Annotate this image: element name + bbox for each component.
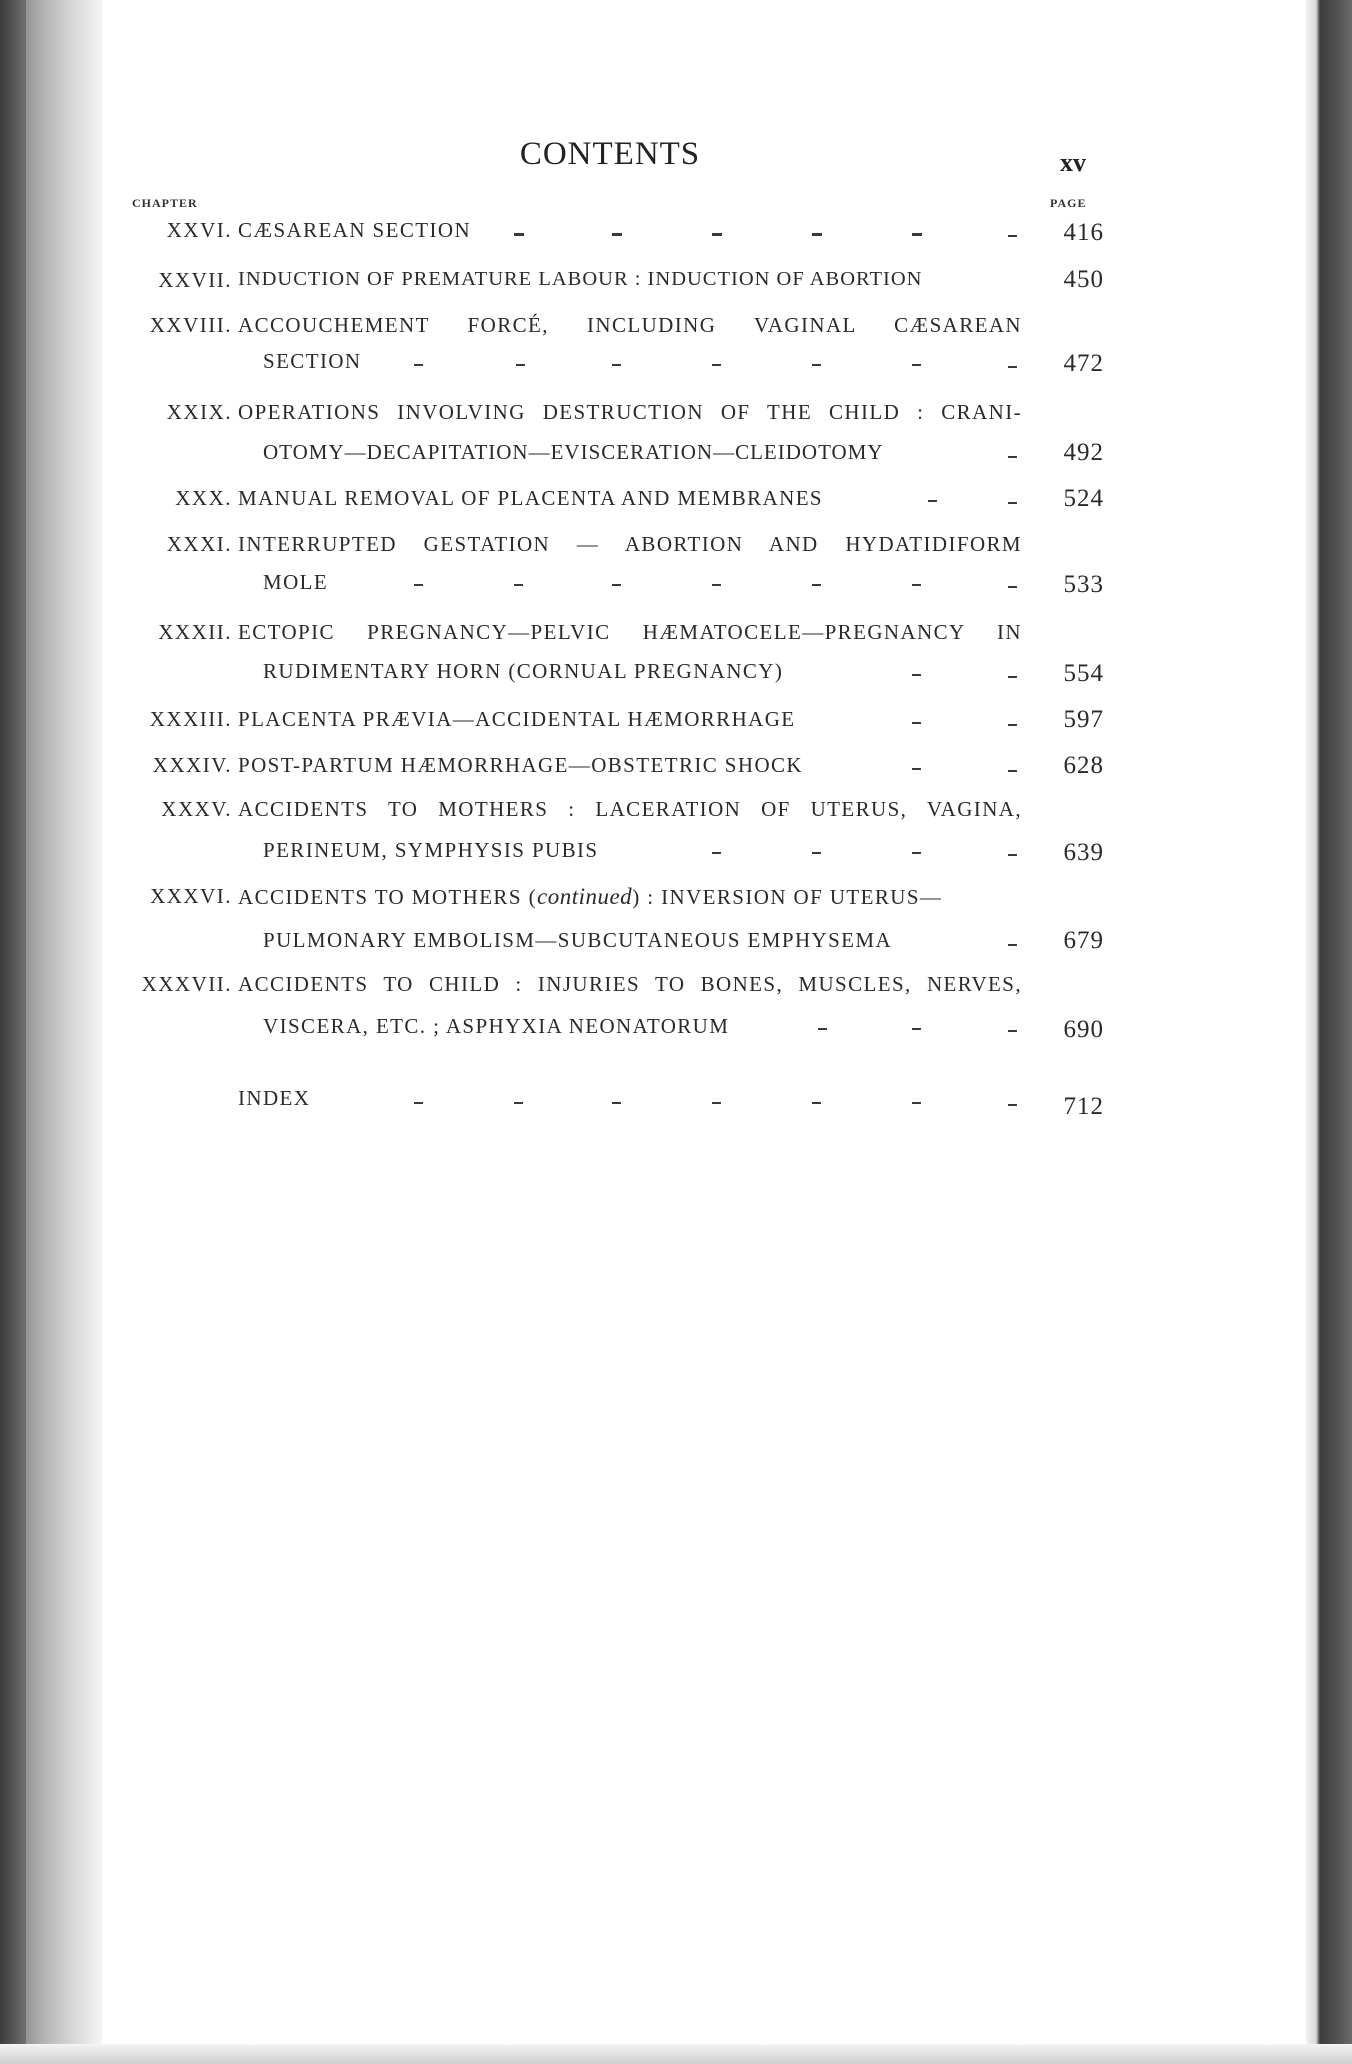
leader-dash: [514, 233, 524, 236]
chapter-number: XXXII.: [158, 620, 232, 644]
leader-dash: [414, 584, 423, 586]
leader-dash: [912, 1028, 921, 1030]
chapter-number: XXVI.: [166, 218, 232, 242]
leader-dash: [912, 1102, 921, 1104]
chapter-title-line: INDUCTION OF PREMATURE LABOUR : INDUCTION OF ABORTION: [238, 268, 923, 290]
chapter-title-line: PLACENTA PRÆVIA—ACCIDENTAL HÆMORRHAGE: [238, 707, 796, 731]
leader-dash: [712, 584, 721, 586]
page-ref: 639: [1063, 839, 1104, 866]
leader-dash: [1008, 676, 1017, 678]
chapter-title-line: ACCIDENTS TO CHILD : INJURIES TO BONES, MUSCLES, NERVES,: [238, 972, 1022, 996]
chapter-title-line: PULMONARY EMBOLISM—SUBCUTANEOUS EMPHYSEMA: [263, 928, 893, 952]
chapter-title-line: MOLE: [263, 570, 329, 594]
page-ref: 628: [1063, 752, 1104, 779]
scan-edge-bottom: [0, 2044, 1352, 2064]
leader-dash: [812, 852, 821, 854]
leader-dash: [1008, 586, 1017, 588]
leader-dash: [1008, 770, 1017, 772]
chapter-title-text: : INVERSION OF UTERUS—: [647, 885, 943, 909]
page-ref: 492: [1063, 439, 1104, 466]
leader-dash: [514, 584, 523, 586]
page-ref: 450: [1063, 266, 1104, 293]
page-ref: 533: [1063, 571, 1104, 598]
page-title: CONTENTS: [519, 136, 701, 172]
leader-dash: [712, 1102, 721, 1104]
leader-dash: [1008, 854, 1017, 856]
leader-dash: [414, 364, 423, 366]
leader-dash: [1008, 456, 1017, 458]
leader-dash: [516, 364, 525, 366]
chapter-number: XXXVI.: [150, 884, 232, 908]
leader-dash: [1008, 502, 1017, 504]
page-ref: 524: [1063, 485, 1104, 512]
leader-dash: [812, 233, 822, 236]
chapter-title-line: VISCERA, ETC. ; ASPHYXIA NEONATORUM: [263, 1014, 730, 1038]
page-number: xv: [1060, 148, 1086, 177]
leader-dash: [1008, 1030, 1017, 1032]
leader-dash: [612, 233, 622, 236]
chapter-title-line: ECTOPIC PREGNANCY—PELVIC HÆMATOCELE—PREGNANCY IN: [238, 620, 1022, 644]
leader-dash: [1008, 1104, 1017, 1106]
page-ref: 690: [1063, 1016, 1104, 1043]
leader-dash: [712, 852, 721, 854]
leader-dash: [514, 1102, 523, 1104]
chapter-title-line: MANUAL REMOVAL OF PLACENTA AND MEMBRANES: [238, 486, 824, 510]
paren-close: ): [632, 885, 641, 909]
chapter-number: XXXIV.: [152, 753, 232, 777]
chapter-number: XXVII.: [158, 268, 232, 292]
page-ref: 416: [1063, 219, 1104, 246]
chapter-title-line: CÆSAREAN SECTION: [238, 218, 472, 242]
chapter-title-text: ACCIDENTS TO MOTHERS: [238, 885, 522, 909]
chapter-title-line: SECTION: [263, 349, 362, 373]
chapter-number: XXIX.: [166, 400, 232, 424]
page-ref: 597: [1063, 706, 1104, 733]
leader-dash: [912, 722, 921, 724]
page-ref: 679: [1063, 927, 1104, 954]
leader-dash: [612, 1102, 621, 1104]
chapter-title-line: INTERRUPTED GESTATION — ABORTION AND HYDATIDIFORM: [238, 532, 1022, 556]
chapter-title-line: OPERATIONS INVOLVING DESTRUCTION OF THE CHILD : CRANI-: [238, 400, 1022, 424]
chapter-title-line: OTOMY—DECAPITATION—EVISCERATION—CLEIDOTOMY: [263, 440, 884, 464]
page-ref: 554: [1063, 660, 1104, 687]
page-column-heading: PAGE: [1050, 196, 1087, 210]
leader-dash: [812, 1102, 821, 1104]
leader-dash: [912, 852, 921, 854]
leader-dash: [912, 364, 921, 366]
paren-open: (: [528, 885, 537, 909]
chapter-title-line: POST-PARTUM HÆMORRHAGE—OBSTETRIC SHOCK: [238, 753, 803, 777]
leader-dash: [414, 1102, 423, 1104]
chapter-column-heading: CHAPTER: [132, 196, 198, 210]
chapter-number: XXXIII.: [149, 707, 232, 731]
chapter-number: XXXV.: [161, 797, 232, 821]
chapter-title-line: [238, 884, 1022, 910]
scan-edge-right: [1306, 0, 1352, 2064]
chapter-number: XXXVII.: [141, 972, 232, 996]
chapter-number: XXVIII.: [149, 313, 232, 337]
leader-dash: [712, 233, 722, 236]
leader-dash: [1008, 366, 1017, 368]
leader-dash: [1008, 944, 1017, 946]
page-ref: 472: [1063, 350, 1104, 377]
scan-edge-left-shadow: [0, 0, 26, 2064]
leader-dash: [912, 584, 921, 586]
chapter-title-line: RUDIMENTARY HORN (CORNUAL PREGNANCY): [263, 659, 784, 683]
leader-dash: [612, 584, 621, 586]
leader-dash: [818, 1028, 827, 1030]
leader-dash: [912, 233, 922, 236]
chapter-title-line: ACCOUCHEMENT FORCÉ, INCLUDING VAGINAL CÆSAREAN: [238, 313, 1022, 337]
leader-dash: [812, 364, 821, 366]
chapter-number: XXXI.: [166, 532, 232, 556]
index-title: INDEX: [238, 1086, 311, 1110]
leader-dash: [812, 584, 821, 586]
italic-continued: continued: [536, 884, 633, 909]
leader-dash: [712, 364, 721, 366]
leader-dash: [912, 768, 921, 770]
chapter-title-line: ACCIDENTS TO MOTHERS : LACERATION OF UTERUS, VAGINA,: [238, 797, 1022, 821]
leader-dash: [912, 674, 921, 676]
leader-dash: [928, 500, 937, 502]
leader-dash: [1008, 724, 1017, 726]
chapter-title-line: PERINEUM, SYMPHYSIS PUBIS: [263, 838, 599, 862]
leader-dash: [1008, 235, 1017, 237]
page-ref: 712: [1063, 1093, 1104, 1120]
leader-dash: [612, 364, 621, 366]
chapter-number: XXX.: [175, 486, 232, 510]
